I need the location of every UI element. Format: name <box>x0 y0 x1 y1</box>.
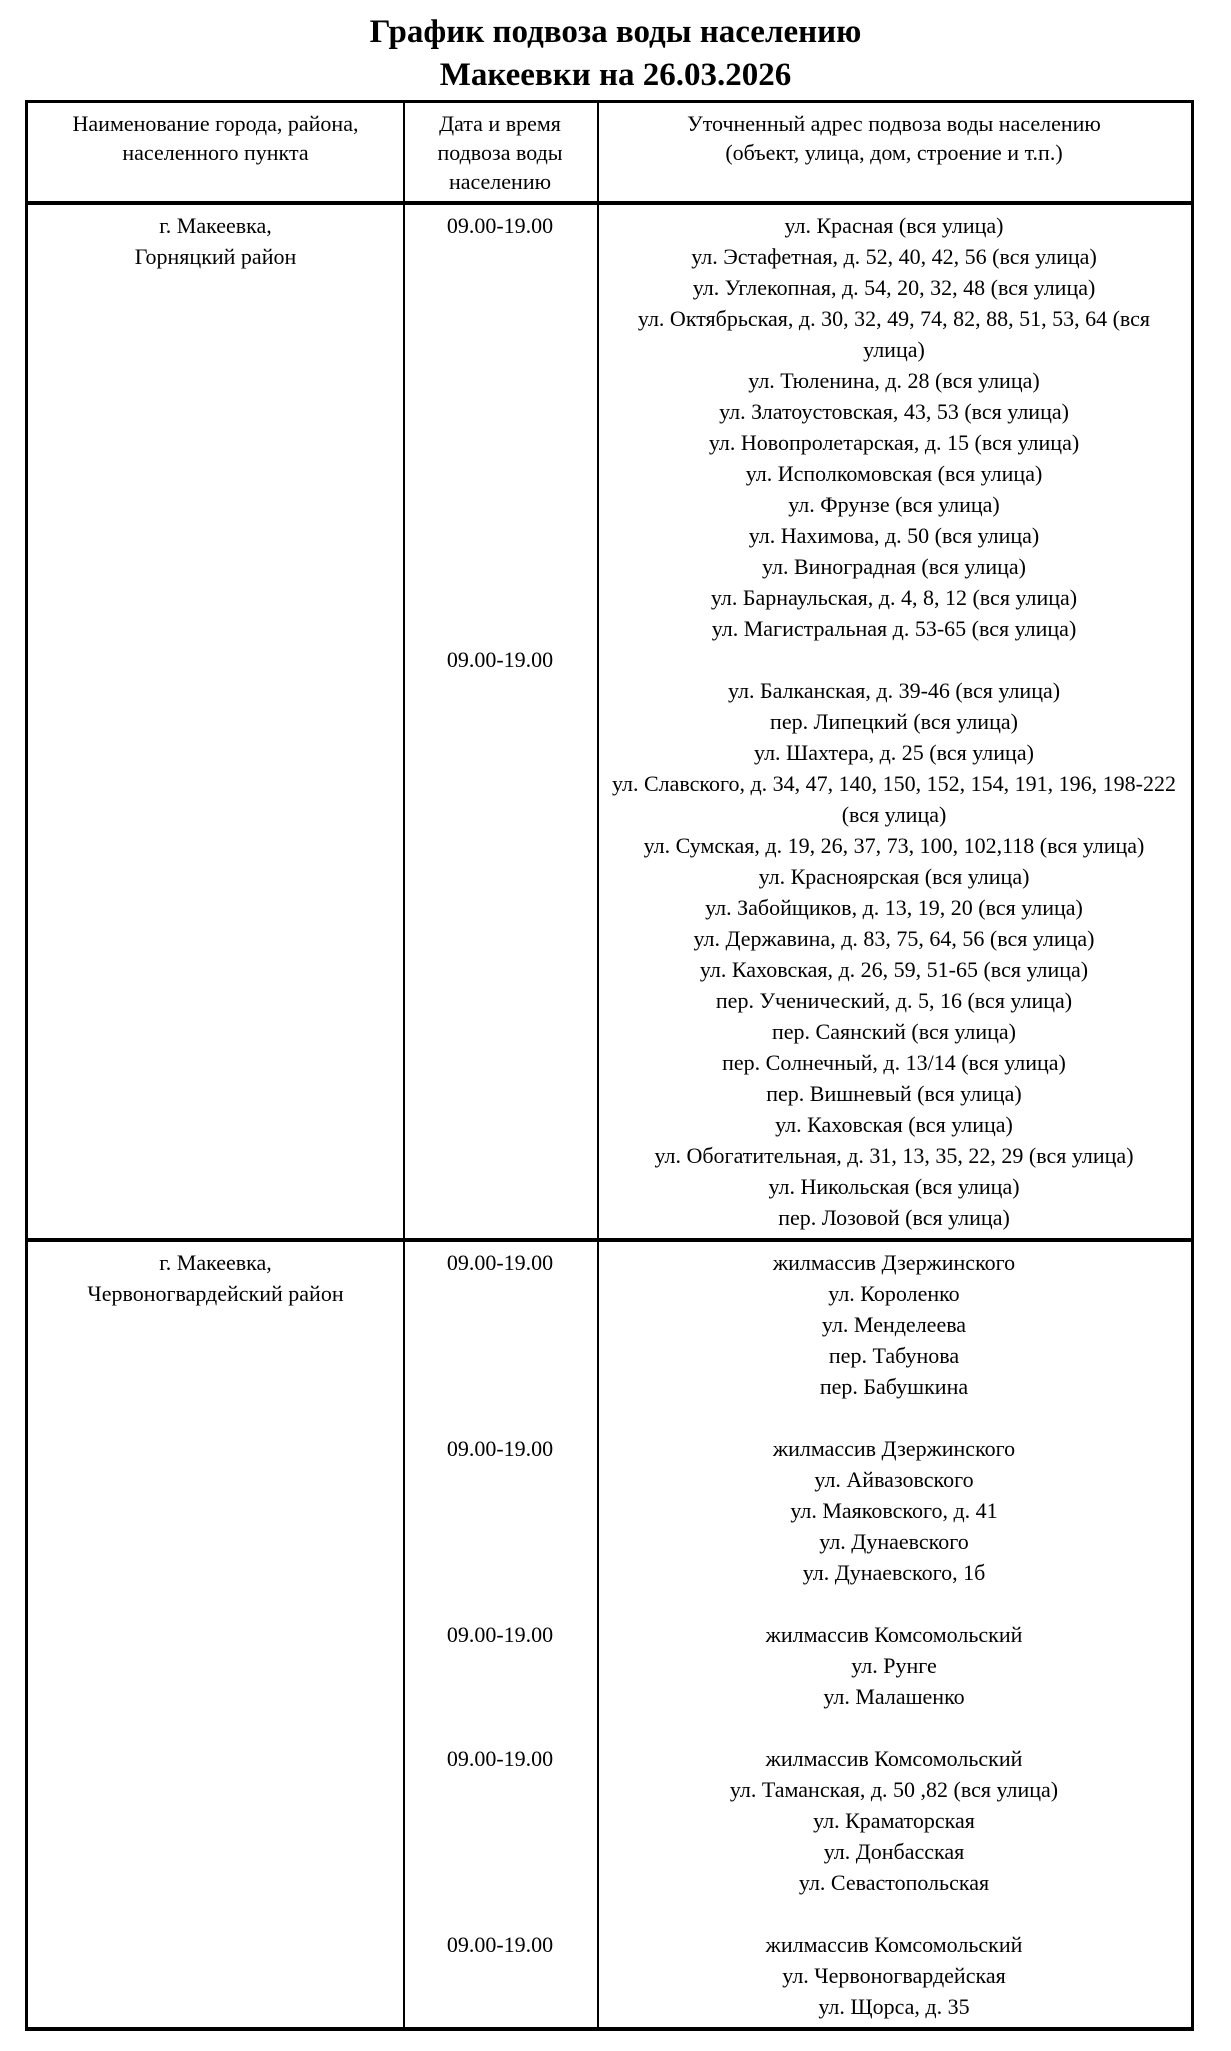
address-line: пер. Солнечный, д. 13/14 (вся улица) <box>722 1050 1066 1075</box>
district-cell <box>28 210 403 1233</box>
address-line: пер. Табунова <box>828 1343 960 1368</box>
document-title <box>0 0 1231 97</box>
column-divider <box>597 1242 599 2027</box>
district-name-line: г. Макеевка, <box>159 1250 272 1275</box>
address-line: ул. Златоустовская, 43, 53 (вся улица) <box>719 399 1069 424</box>
address-line: ул. Красноярская (вся улица) <box>758 864 1030 889</box>
col-header-address <box>597 109 1191 196</box>
address-cell <box>597 1929 1191 2022</box>
address-line: ул. Обогатительная, д. 31, 13, 35, 22, 29 (вся улица) <box>654 1143 1134 1168</box>
address-line: ул. Эстафетная, д. 52, 40, 42, 56 (вся улица) <box>691 244 1097 269</box>
schedule-block <box>403 1619 1191 1712</box>
address-line: ул. Червоногвардейская <box>782 1963 1006 1988</box>
address-line: ул. Сумская, д. 19, 26, 37, 73, 100, 102,118 (вся улица) <box>643 833 1145 858</box>
header-line: Дата и время <box>439 111 561 136</box>
header-line: населенного пункта <box>122 140 309 165</box>
address-line: ул. Маяковского, д. 41 <box>790 1498 998 1523</box>
table-header-row <box>28 103 1191 205</box>
schedule-block <box>403 1929 1191 2022</box>
address-line: пер. Саянский (вся улица) <box>772 1019 1016 1044</box>
column-divider <box>597 103 599 201</box>
schedule-block <box>403 1743 1191 1898</box>
time-value: 09.00-19.00 <box>446 1746 554 1771</box>
header-line: подвоза воды <box>437 140 563 165</box>
header-line: Наименование города, района, <box>72 111 359 136</box>
address-cell <box>597 210 1191 644</box>
address-line: пер. Вишневый (вся улица) <box>766 1081 1022 1106</box>
address-line: ул. Славского, д. 34, 47, 140, 150, 152, 154, 191, 196, 198-222 (вся улица) <box>611 771 1177 827</box>
header-line: населению <box>448 169 552 194</box>
col-header-location <box>28 109 403 196</box>
schedule-block <box>403 1247 1191 1402</box>
address-cell <box>597 1743 1191 1898</box>
address-line: жилмассив Дзержинского <box>772 1436 1016 1461</box>
time-cell <box>403 1743 597 1898</box>
time-cell <box>403 1247 597 1402</box>
address-line: ул. Короленко <box>828 1281 960 1306</box>
address-line: ул. Краматорская <box>813 1808 975 1833</box>
address-line: ул. Менделеева <box>821 1312 967 1337</box>
address-line: ул. Барнаульская, д. 4, 8, 12 (вся улица) <box>710 585 1078 610</box>
address-line: ул. Айвазовского <box>814 1467 974 1492</box>
col-header-date-time <box>403 109 597 196</box>
address-line: ул. Фрунзе (вся улица) <box>788 492 1000 517</box>
address-line: ул. Дунаевского, 1б <box>802 1560 986 1585</box>
title-line-1: График подвоза воды населению <box>369 14 862 50</box>
water-delivery-schedule-table <box>25 100 1194 2031</box>
address-line: ул. Державина, д. 83, 75, 64, 56 (вся улица) <box>693 926 1095 951</box>
time-value: 09.00-19.00 <box>446 1436 554 1461</box>
schedule-blocks <box>403 210 1191 1233</box>
address-line: ул. Каховская, д. 26, 59, 51-65 (вся улица) <box>699 957 1089 982</box>
address-line: ул. Красная (вся улица) <box>784 213 1004 238</box>
address-line: пер. Лозовой (вся улица) <box>778 1205 1010 1230</box>
address-line: ул. Магистральная д. 53-65 (вся улица) <box>711 616 1077 641</box>
district-name-line: Горняцкий район <box>134 244 297 269</box>
address-cell <box>597 644 1191 1233</box>
address-line: ул. Новопролетарская, д. 15 (вся улица) <box>708 430 1080 455</box>
district-name-line: г. Макеевка, <box>159 213 272 238</box>
time-value: 09.00-19.00 <box>446 1622 554 1647</box>
address-line: ул. Исполкомовская (вся улица) <box>745 461 1043 486</box>
address-cell <box>597 1247 1191 1402</box>
address-line: ул. Шахтера, д. 25 (вся улица) <box>754 740 1034 765</box>
column-divider <box>403 1242 405 2027</box>
time-value: 09.00-19.00 <box>446 1932 554 1957</box>
address-line: ул. Виноградная (вся улица) <box>762 554 1026 579</box>
time-cell <box>403 1929 597 2022</box>
time-value: 09.00-19.00 <box>446 1250 554 1275</box>
header-line: Уточненный адрес подвоза воды населению <box>687 111 1101 136</box>
schedule-blocks <box>403 1247 1191 2022</box>
address-line: жилмассив Комсомольский <box>765 1932 1023 1957</box>
column-divider <box>597 205 599 1238</box>
address-line: ул. Рунге <box>851 1653 937 1678</box>
header-line: (объект, улица, дом, строение и т.п.) <box>725 140 1063 165</box>
time-cell <box>403 210 597 644</box>
address-line: ул. Тюленина, д. 28 (вся улица) <box>748 368 1040 393</box>
address-line: жилмассив Комсомольский <box>765 1746 1023 1771</box>
table-body <box>28 205 1191 2027</box>
schedule-block <box>403 210 1191 644</box>
column-divider <box>403 103 405 201</box>
title-line-2: Макеевки на 26.03.2026 <box>439 57 792 93</box>
district-row <box>28 1242 1191 2027</box>
time-value: 09.00-19.00 <box>446 647 554 672</box>
time-value: 09.00-19.00 <box>446 213 554 238</box>
address-line: ул. Нахимова, д. 50 (вся улица) <box>748 523 1040 548</box>
address-line: ул. Севастопольская <box>798 1870 990 1895</box>
address-line: ул. Углекопная, д. 54, 20, 32, 48 (вся улица) <box>692 275 1096 300</box>
address-line: пер. Бабушкина <box>819 1374 969 1399</box>
address-cell <box>597 1433 1191 1588</box>
address-line: ул. Октябрьская, д. 30, 32, 49, 74, 82, 88, 51, 53, 64 (вся улица) <box>637 306 1151 362</box>
address-line: ул. Малашенко <box>823 1684 965 1709</box>
district-name-line: Червоногвардейский район <box>87 1281 344 1306</box>
address-line: ул. Никольская (вся улица) <box>768 1174 1020 1199</box>
address-line: ул. Щорса, д. 35 <box>818 1994 970 2019</box>
address-line: жилмассив Дзержинского <box>772 1250 1016 1275</box>
address-line: ул. Забойщиков, д. 13, 19, 20 (вся улица) <box>705 895 1083 920</box>
time-cell <box>403 644 597 1233</box>
address-line: жилмассив Комсомольский <box>765 1622 1023 1647</box>
district-cell <box>28 1247 403 2022</box>
address-line: пер. Липецкий (вся улица) <box>770 709 1018 734</box>
address-cell <box>597 1619 1191 1712</box>
address-line: ул. Донбасская <box>823 1839 965 1864</box>
address-line: ул. Каховская (вся улица) <box>775 1112 1013 1137</box>
time-cell <box>403 1619 597 1712</box>
schedule-block <box>403 644 1191 1233</box>
address-line: ул. Дунаевского <box>819 1529 969 1554</box>
address-line: ул. Балканская, д. 39-46 (вся улица) <box>727 678 1061 703</box>
column-divider <box>403 205 405 1238</box>
schedule-block <box>403 1433 1191 1588</box>
district-row <box>28 205 1191 1242</box>
address-line: пер. Ученический, д. 5, 16 (вся улица) <box>715 988 1073 1013</box>
time-cell <box>403 1433 597 1588</box>
address-line: ул. Таманская, д. 50 ,82 (вся улица) <box>729 1777 1059 1802</box>
